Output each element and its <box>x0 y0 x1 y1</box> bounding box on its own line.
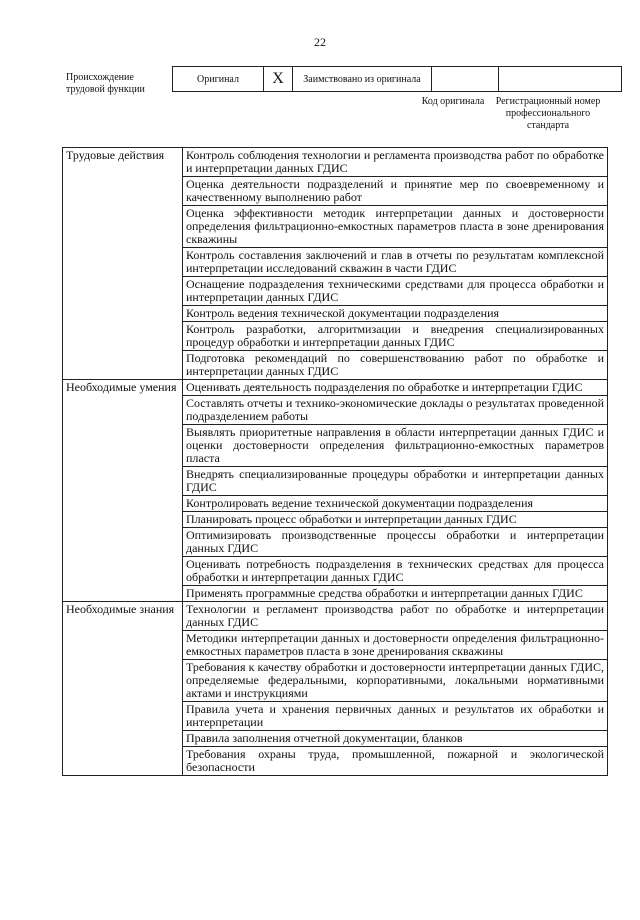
section-item: Оценка деятельности подразделений и принятие мер по своевременному и качественному выполнению работ <box>183 177 608 206</box>
section-item: Технологии и регламент производства работ по обработке и интерпретации данных ГДИС <box>183 602 608 631</box>
section-item: Оснащение подразделения техническими средствами для процесса обработки и интерпретации данных ГДИС <box>183 277 608 306</box>
function-table <box>62 147 608 776</box>
section-item: Подготовка рекомендаций по совершенствованию работ по обработке и интерпретации данных ГДИС <box>183 351 608 380</box>
section-item: Оценивать деятельность подразделения по обработке и интерпретации ГДИС <box>183 380 608 396</box>
section-item: Контроль соблюдения технологии и регламента производства работ по обработке и интерпретации данных ГДИС <box>183 148 608 177</box>
table-row <box>63 380 608 396</box>
code-original-label: Код оригинала <box>421 96 485 107</box>
reg-number-label: Регистрационный номер профессионального стандарта <box>495 96 601 131</box>
table-row <box>63 602 608 631</box>
section-item: Контроль ведения технической документации подразделения <box>183 306 608 322</box>
section-item: Контроль составления заключений и глав в отчеты по результатам комплексной интерпретации исследований скважин в части ГДИС <box>183 248 608 277</box>
section-item: Методики интерпретации данных и достоверности определения фильтрационно-емкостных параметров пласта в зоне дренирования скважины <box>183 631 608 660</box>
section-item: Оценка эффективности методик интерпретации данных и достоверности определения фильтрационно-емкостных параметров пласта в зоне дренирования скважины <box>183 206 608 248</box>
section-item: Требования к качеству обработки и достоверности интерпретации данных ГДИС, определяемые федеральными, корпоративными, локальными нормативными актами и инструкциями <box>183 660 608 702</box>
original-mark: X <box>264 67 293 92</box>
origin-table <box>172 66 622 92</box>
section-item: Контроль разработки, алгоритмизации и внедрения специализированных процедур обработки и интерпретации данных ГДИС <box>183 322 608 351</box>
section-item: Контролировать ведение технической документации подразделения <box>183 496 608 512</box>
reg-number-cell <box>499 67 622 92</box>
section-item: Составлять отчеты и технико-экономические доклады о результатах проведенной подразделением работы <box>183 396 608 425</box>
section-item: Правила заполнения отчетной документации, бланков <box>183 731 608 747</box>
section-item: Внедрять специализированные процедуры обработки и интерпретации данных ГДИС <box>183 467 608 496</box>
section-item: Применять программные средства обработки и интерпретации данных ГДИС <box>183 586 608 602</box>
section-title: Необходимые умения <box>63 380 183 602</box>
origin-label: Происхождение трудовой функции <box>66 72 145 95</box>
borrowed-cell: Заимствовано из оригинала <box>293 67 432 92</box>
section-item: Требования охраны труда, промышленной, пожарной и экологической безопасности <box>183 747 608 776</box>
section-item: Планировать процесс обработки и интерпретации данных ГДИС <box>183 512 608 528</box>
code-cell <box>432 67 499 92</box>
table-row <box>63 148 608 177</box>
section-item: Оптимизировать производственные процессы обработки и интерпретации данных ГДИС <box>183 528 608 557</box>
section-title: Необходимые знания <box>63 602 183 776</box>
page-number: 22 <box>314 35 326 49</box>
section-item: Выявлять приоритетные направления в области интерпретации данных ГДИС и оценки достоверности определения фильтрационно-емкостных параметров пласта <box>183 425 608 467</box>
section-title: Трудовые действия <box>63 148 183 380</box>
original-cell: Оригинал <box>173 67 264 92</box>
section-item: Правила учета и хранения первичных данных и результатов их обработки и интерпретации <box>183 702 608 731</box>
section-item: Оценивать потребность подразделения в технических средствах для процесса обработки и интерпретации данных ГДИС <box>183 557 608 586</box>
